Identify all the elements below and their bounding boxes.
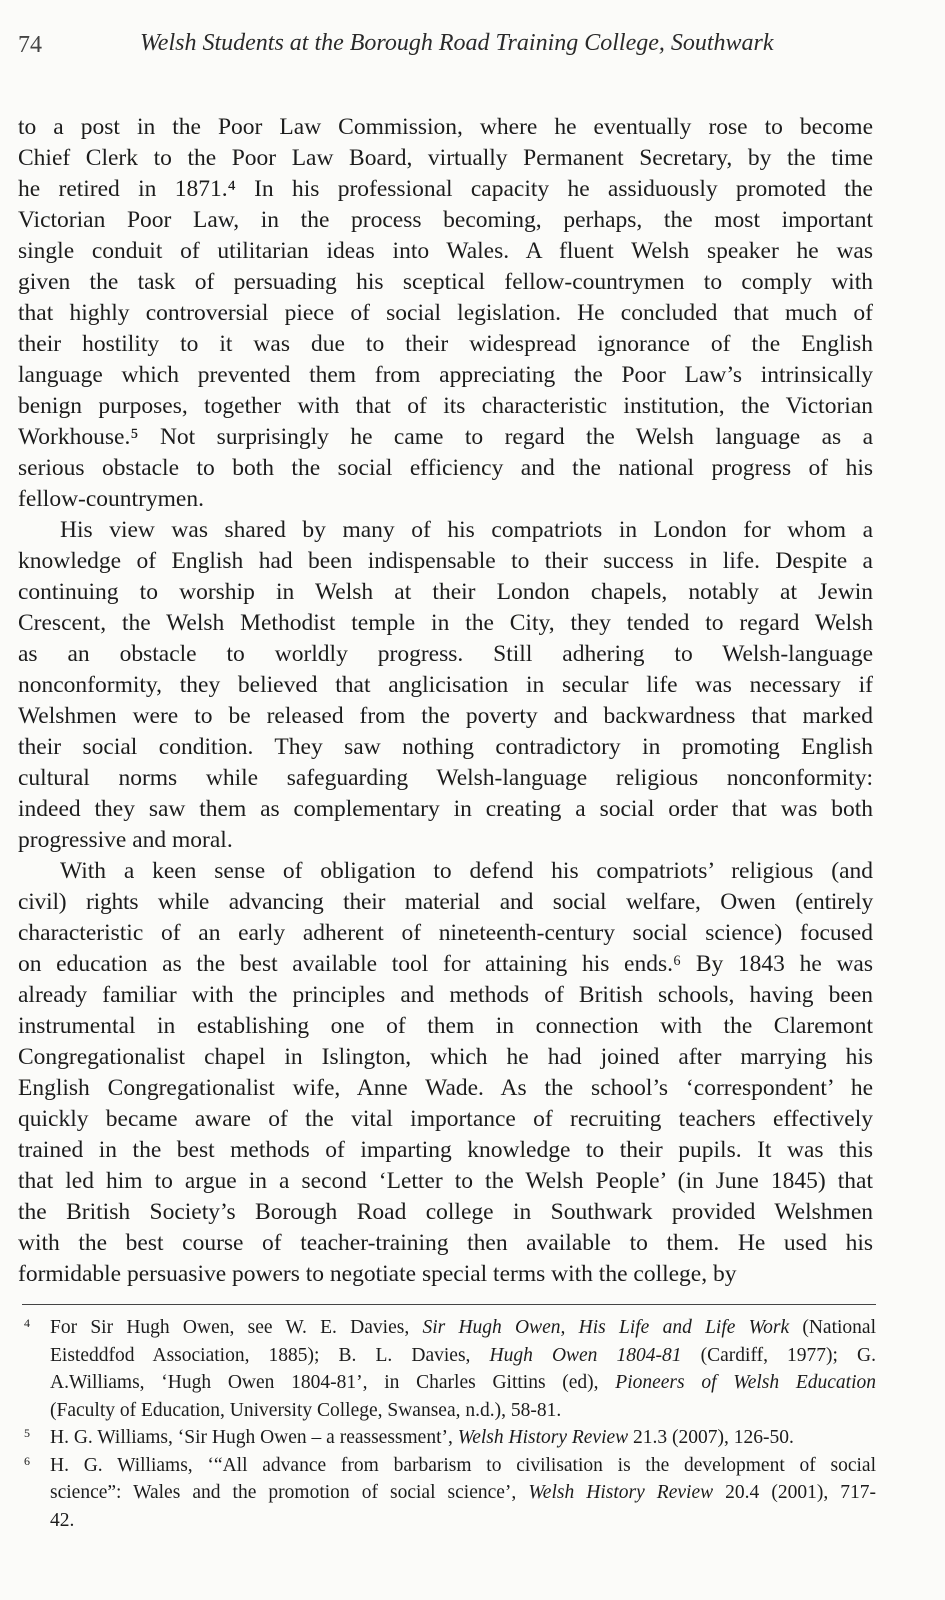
text-line: given the task of persuading his sceptical fellow-countrymen to comply with [18, 269, 873, 295]
text-line: knowledge of English had been indispensable to their success in life. Despite a [18, 548, 873, 574]
text-line: indeed they saw them as complementary in creating a social order that was both [18, 796, 873, 822]
footnote-number: 6 [24, 1453, 30, 1468]
footnote-line: For Sir Hugh Owen, see W. E. Davies, Sir Hugh Owen, His Life and Life Work (National [50, 1317, 876, 1338]
text-line: he retired in 1871.⁴ In his professional capacity he assiduously promoted the [18, 176, 873, 202]
page-number: 74 [18, 32, 42, 58]
paragraph [18, 112, 873, 515]
text-line: language which prevented them from appreciating the Poor Law’s intrinsically [18, 362, 873, 388]
text-line: continuing to worship in Welsh at their London chapels, notably at Jewin [18, 579, 873, 605]
text-line: to a post in the Poor Law Commission, where he eventually rose to become [18, 114, 873, 140]
text-line: single conduit of utilitarian ideas into Wales. A fluent Welsh speaker he was [18, 238, 873, 264]
text-line: English Congregationalist wife, Anne Wade. As the school’s ‘correspondent’ he [18, 1075, 873, 1101]
text-line: the British Society’s Borough Road college in Southwark provided Welshmen [18, 1199, 873, 1225]
text-line: trained in the best methods of imparting knowledge to their pupils. It was this [18, 1137, 873, 1163]
text-line: Chief Clerk to the Poor Law Board, virtually Permanent Secretary, by the time [18, 145, 873, 171]
text-line: Welshmen were to be released from the poverty and backwardness that marked [18, 703, 873, 729]
text-line: their social condition. They saw nothing contradictory in promoting English [18, 734, 873, 760]
text-line: With a keen sense of obligation to defend his compatriots’ religious (and [60, 858, 873, 884]
text-line: quickly became aware of the vital importance of recruiting teachers effectively [18, 1106, 873, 1132]
text-line: Victorian Poor Law, in the process becoming, perhaps, the most important [18, 207, 873, 233]
paragraph [18, 856, 873, 1290]
footnote-line: Eisteddfod Association, 1885); B. L. Davies, Hugh Owen 1804-81 (Cardiff, 1977); G. [50, 1344, 876, 1366]
footnote-line: science”: Wales and the promotion of social science’, Welsh History Review 20.4 (2001), 717- [50, 1482, 876, 1503]
footnote-number: 5 [24, 1426, 30, 1440]
text-line: His view was shared by many of his compatriots in London for whom a [60, 517, 873, 543]
footnote-line: A.Williams, ‘Hugh Owen 1804-81’, in Charles Gittins (ed), Pioneers of Welsh Education [50, 1372, 876, 1393]
text-line: with the best course of teacher-training then available to them. He used his [18, 1230, 873, 1256]
text-line: serious obstacle to both the social efficiency and the national progress of his [18, 455, 873, 481]
text-line: their hostility to it was due to their widespread ignorance of the English [18, 331, 873, 357]
text-line: formidable persuasive powers to negotiate special terms with the college, by [18, 1261, 737, 1287]
text-line: progressive and moral. [18, 827, 233, 853]
text-line: Congregationalist chapel in Islington, which he had joined after marrying his [18, 1044, 873, 1070]
text-line: instrumental in establishing one of them in connection with the Claremont [18, 1013, 873, 1039]
running-header [18, 28, 878, 60]
footnote-line: 42. [50, 1509, 75, 1531]
text-line: Crescent, the Welsh Methodist temple in the City, they tended to regard Welsh [18, 610, 873, 636]
footnote-4 [22, 1314, 876, 1424]
text-line: fellow-countrymen. [18, 486, 204, 512]
text-line: Workhouse.⁵ Not surprisingly he came to regard the Welsh language as a [18, 424, 873, 450]
text-line: nonconformity, they believed that anglicisation in secular life was necessary if [18, 672, 873, 698]
footnote-6 [22, 1452, 876, 1535]
text-line: civil) rights while advancing their material and social welfare, Owen (entirely [18, 889, 873, 915]
text-line: already familiar with the principles and methods of British schools, having been [18, 982, 873, 1008]
footnote-line: H. G. Williams, ‘Sir Hugh Owen – a reassessment’, Welsh History Review 21.3 (2007), 126-50. [50, 1427, 794, 1448]
paragraph [18, 515, 873, 856]
text-line: on education as the best available tool for attaining his ends.⁶ By 1843 he was [18, 951, 873, 977]
text-line: cultural norms while safeguarding Welsh-language religious nonconformity: [18, 765, 873, 791]
footnotes [22, 1314, 876, 1534]
text-line: that led him to argue in a second ‘Letter to the Welsh People’ (in June 1845) that [18, 1168, 873, 1194]
text-line: benign purposes, together with that of its characteristic institution, the Victorian [18, 393, 873, 419]
body-text [18, 112, 873, 1290]
text-line: characteristic of an early adherent of nineteenth-century social science) focused [18, 920, 873, 946]
footnote-number: 4 [24, 1316, 30, 1330]
footnote-line: H. G. Williams, ‘“All advance from barbarism to civilisation is the development of social [50, 1454, 876, 1476]
footnote-divider [22, 1304, 876, 1305]
running-title: Welsh Students at the Borough Road Training College, Southwark [140, 30, 774, 56]
footnote-line: (Faculty of Education, University College, Swansea, n.d.), 58-81. [50, 1399, 562, 1421]
footnote-5 [22, 1424, 876, 1452]
text-line: that highly controversial piece of social legislation. He concluded that much of [18, 300, 873, 326]
text-line: as an obstacle to worldly progress. Still adhering to Welsh-language [18, 641, 873, 667]
